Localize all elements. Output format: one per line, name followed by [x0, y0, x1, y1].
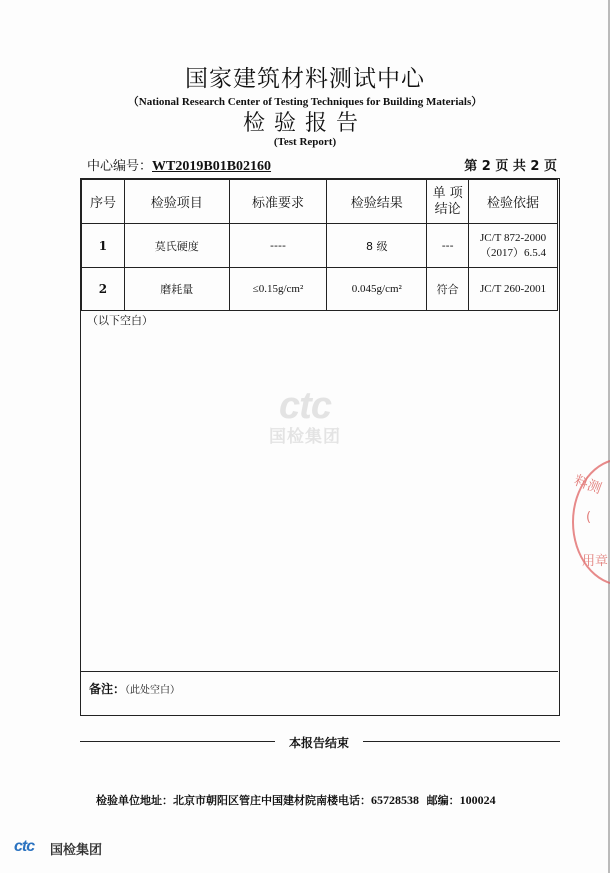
results-table	[81, 179, 558, 311]
header-conclusion: 单 项 结论	[427, 180, 469, 224]
cell-item: 磨耗量	[124, 268, 229, 311]
org-title-en: （National Research Center of Testing Techniques for Building Materials）	[127, 96, 483, 108]
address-value: 北京市朝阳区管庄中国建材院南楼	[173, 794, 338, 807]
blank-below-note: （以下空白）	[87, 314, 153, 327]
seal-text-top: 料测	[571, 472, 604, 498]
cell-conclusion: ---	[427, 224, 469, 268]
end-line-right	[363, 741, 560, 742]
phone-value: 65728538	[371, 793, 419, 807]
red-seal-stamp	[560, 458, 610, 588]
phone-label: 电话：	[338, 794, 371, 807]
remark	[89, 680, 180, 697]
center-number-value: WT2019B01B02160	[152, 159, 272, 174]
seal-text-mid: (	[586, 510, 592, 525]
cell-no: 1	[82, 224, 125, 268]
org-title-cn: 国家建筑材料测试中心	[185, 66, 425, 92]
header-no: 序号	[82, 180, 125, 224]
header-item: 检验项目	[124, 180, 229, 224]
results-frame	[80, 178, 560, 716]
header-standard: 标准要求	[229, 180, 327, 224]
cell-conclusion: 符合	[427, 268, 469, 311]
report-title-en: (Test Report)	[273, 136, 337, 148]
header-basis: 检验依据	[469, 180, 558, 224]
cell-item: 莫氏硬度	[124, 224, 229, 268]
center-number	[87, 155, 271, 175]
table-row	[82, 268, 558, 311]
watermark-logo: ctc	[279, 385, 331, 427]
remark-divider	[81, 671, 558, 672]
center-number-label: 中心编号：	[87, 159, 153, 174]
zip-label: 邮编：	[426, 794, 460, 807]
table-header-row	[82, 180, 558, 224]
address-line	[96, 792, 496, 808]
cell-basis: JC/T 872-2000（2017）6.5.4	[469, 224, 558, 268]
table-row	[82, 224, 558, 268]
report-title-cn: 检验报告	[242, 111, 367, 136]
cell-basis: JC/T 260-2001	[469, 268, 558, 311]
end-text: 本报告结束	[288, 736, 349, 750]
remark-value: （此处空白）	[125, 685, 181, 696]
zip-value: 100024	[459, 793, 496, 807]
end-line-left	[80, 741, 275, 742]
remark-label: 备注：	[89, 682, 126, 696]
footer-logo-text: 国检集团	[50, 843, 103, 858]
watermark-text: 国检集团	[269, 427, 341, 447]
cell-standard: ≤0.15g/cm²	[229, 268, 327, 311]
report-end	[80, 732, 560, 752]
cell-standard: ----	[229, 224, 327, 268]
ctc-logo-icon: ctc	[14, 838, 35, 855]
cell-no: 2	[82, 268, 125, 311]
meta-row	[87, 155, 557, 173]
cell-result: 8 级	[327, 224, 427, 268]
watermark	[250, 385, 360, 447]
cell-result: 0.045g/cm²	[327, 268, 427, 311]
address-label: 检验单位地址：	[96, 794, 173, 807]
seal-text-bottom: 用章	[582, 554, 609, 569]
page-info: 第 2 页 共 2 页	[464, 159, 557, 174]
header-result: 检验结果	[327, 180, 427, 224]
